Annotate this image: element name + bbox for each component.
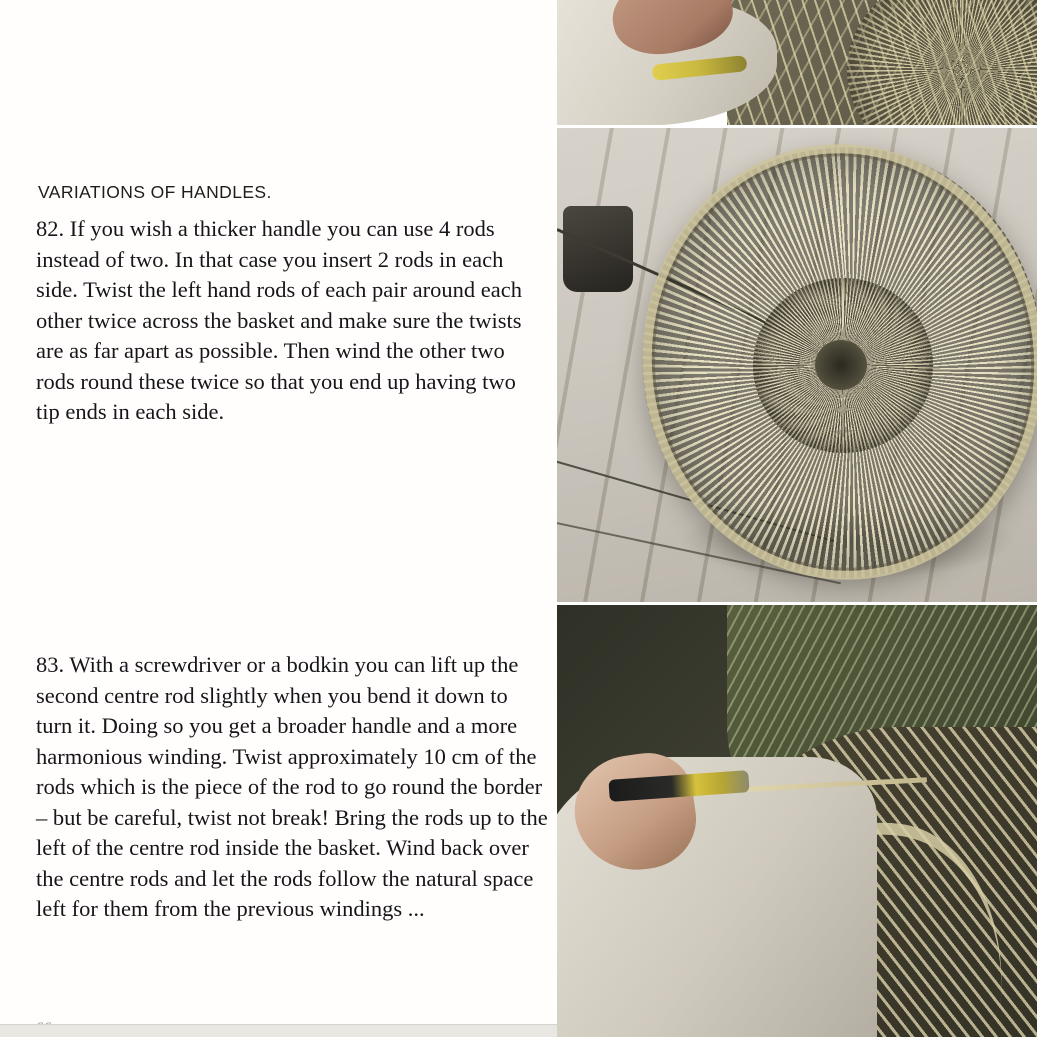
section-heading: VARIATIONS OF HANDLES. [38, 182, 272, 202]
photo-round-basket [557, 128, 1037, 603]
photo-pliers-twisting-rod [557, 605, 1037, 1037]
basket-edge [847, 0, 1037, 126]
photo-hands-with-tool [557, 0, 1037, 126]
page-bottom-edge [0, 1024, 557, 1037]
basket-centre [815, 340, 867, 390]
paragraph-83: 83. With a screwdriver or a bodkin you can lift up the second centre rod slightly when you bend it down to turn it. Doing so you get a broader handle and a more harmonious winding. Twist approximately 10 cm of the rods which is the piece of the rod to go round the border – but be careful, twist not break! Bring the rods up to the left of the centre rod inside the basket. Wind back over the centre rods and let the rods follow the natural space left for them from the previous windings ... [36, 652, 548, 921]
photo-column [557, 0, 1037, 1037]
paragraph-82: 82. If you wish a thicker handle you can use 4 rods instead of two. In that case you insert 2 rods in each side. Twist the left hand rods of each pair around each other twice across the basket and make sure the twists are as far apart as possible. Then wind the other two rods round these twice so that you end up having two tip ends in each side. [36, 216, 522, 424]
